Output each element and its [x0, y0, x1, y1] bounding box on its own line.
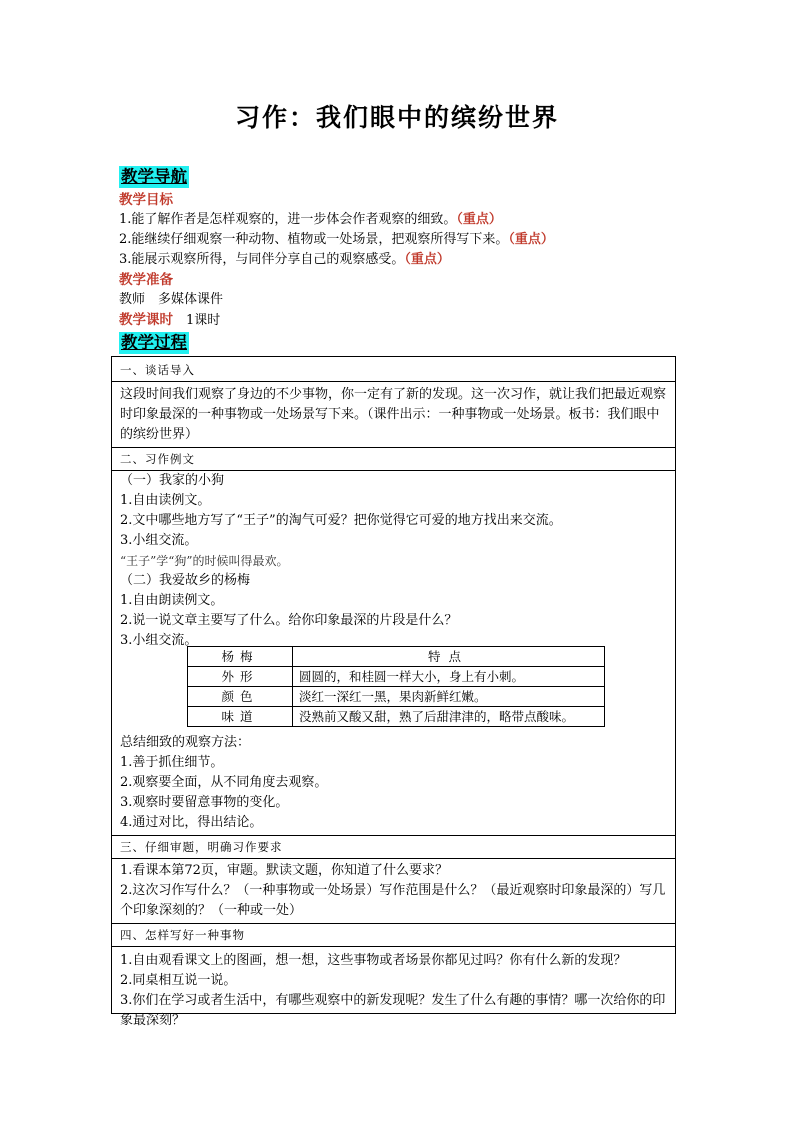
list-item: 3.小组交流。: [120, 633, 198, 648]
hours-text: 1课时: [173, 313, 221, 328]
section-1-title: 一、谈话导入: [120, 363, 195, 377]
list-item: 2.文中哪些地方写了“王子”的淘气可爱？把你觉得它可爱的地方找出来交流。: [120, 513, 562, 528]
example-quote: “王子”学“狗”的时候叫得最欢。: [120, 554, 289, 568]
objective-item: 1.能了解作者是怎样观察的，进一步体会作者观察的细致。（重点）: [119, 212, 502, 227]
list-item: 3.小组交流。: [120, 533, 198, 548]
table-cell: 没熟前又酸又甜，熟了后甜津津的，略带点酸味。: [293, 707, 605, 727]
guide-heading: 教学导航: [121, 167, 187, 186]
table-header: 特点: [293, 647, 605, 667]
section-2-sub1: （一）我家的小狗: [120, 473, 225, 488]
prep-text: 教师 多媒体课件: [119, 292, 224, 307]
table-cell: 圆圆的，和桂圆一样大小，身上有小刺。: [293, 667, 605, 687]
table-cell: 味道: [188, 707, 293, 727]
table-row: [188, 707, 605, 727]
summary-title: 总结细致的观察方法：: [120, 735, 251, 750]
list-item: 2.同桌相互说一说。: [120, 973, 237, 988]
table-cell: 淡红一深红一黑，果肉新鲜红嫩。: [293, 687, 605, 707]
teaching-guide: [119, 166, 679, 354]
list-item: 4.通过对比，得出结论。: [120, 815, 263, 830]
table-header: 杨梅: [188, 647, 293, 667]
list-item: 1.善于抓住细节。: [120, 755, 224, 770]
page-title: 习作：我们眼中的缤纷世界: [234, 103, 559, 132]
hours-label: 教学课时: [119, 312, 173, 328]
table-row: [188, 687, 605, 707]
key-point-tag: （重点）: [456, 212, 502, 227]
section-2-title: 二、习作例文: [120, 452, 195, 466]
list-item: 2.说一说文章主要写了什么。给你印象最深的片段是什么？: [120, 613, 458, 628]
hours-row: [119, 310, 679, 331]
section-2-sub2: （二）我爱故乡的杨梅: [120, 573, 251, 588]
list-item: 2.观察要全面，从不同角度去观察。: [120, 775, 328, 790]
section-3-title: 三、仔细审题，明确习作要求: [120, 840, 283, 854]
list-item: 1.看课本第72页，审题。默读文题，你知道了什么要求？: [120, 863, 448, 878]
table-row: [188, 667, 605, 687]
list-item: 3.你们在学习或者生活中，有哪些观察中的新发现呢？发生了什么有趣的事情？哪一次给你的印象最深刻？: [120, 993, 666, 1028]
list-item: 3.观察时要留意事物的变化。: [120, 795, 289, 810]
section-4-title: 四、怎样写好一种事物: [120, 928, 245, 942]
process-box: [111, 356, 676, 1028]
bayberry-traits-table: [187, 646, 605, 727]
process-heading: 教学过程: [121, 333, 187, 352]
list-item: 1.自由朗读例文。: [120, 593, 224, 608]
prep-label: 教学准备: [119, 272, 173, 288]
list-item: 2.这次习作写什么？（一种事物或一处场景）写作范围是什么？（最近观察时印象最深的）写几个印象深刻的？（一种或一处）: [120, 883, 666, 918]
table-header-row: [188, 647, 605, 667]
table-cell: 颜色: [188, 687, 293, 707]
objectives-label: 教学目标: [119, 192, 173, 208]
list-item: 1.自由观看课文上的图画，想一想，这些事物或者场景你都见过吗？你有什么新的发现？: [120, 953, 627, 968]
list-item: 1.自由读例文。: [120, 493, 211, 508]
objective-item: 2.能继续仔细观察一种动物、植物或一处场景，把观察所得写下来。（重点）: [119, 232, 554, 247]
objective-item: 3.能展示观察所得，与同伴分享自己的观察感受。（重点）: [119, 252, 450, 267]
section-1-text: 这段时间我们观察了身边的不少事物，你一定有了新的发现。这一次习作，就让我们把最近观察时印象最深的一种事物或一处场景写下来。（课件出示：一种事物或一处场景。板书：我们眼中的缤纷世界）: [120, 387, 667, 442]
table-cell: 外形: [188, 667, 293, 687]
key-point-tag: （重点）: [508, 232, 554, 247]
key-point-tag: （重点）: [404, 252, 450, 267]
